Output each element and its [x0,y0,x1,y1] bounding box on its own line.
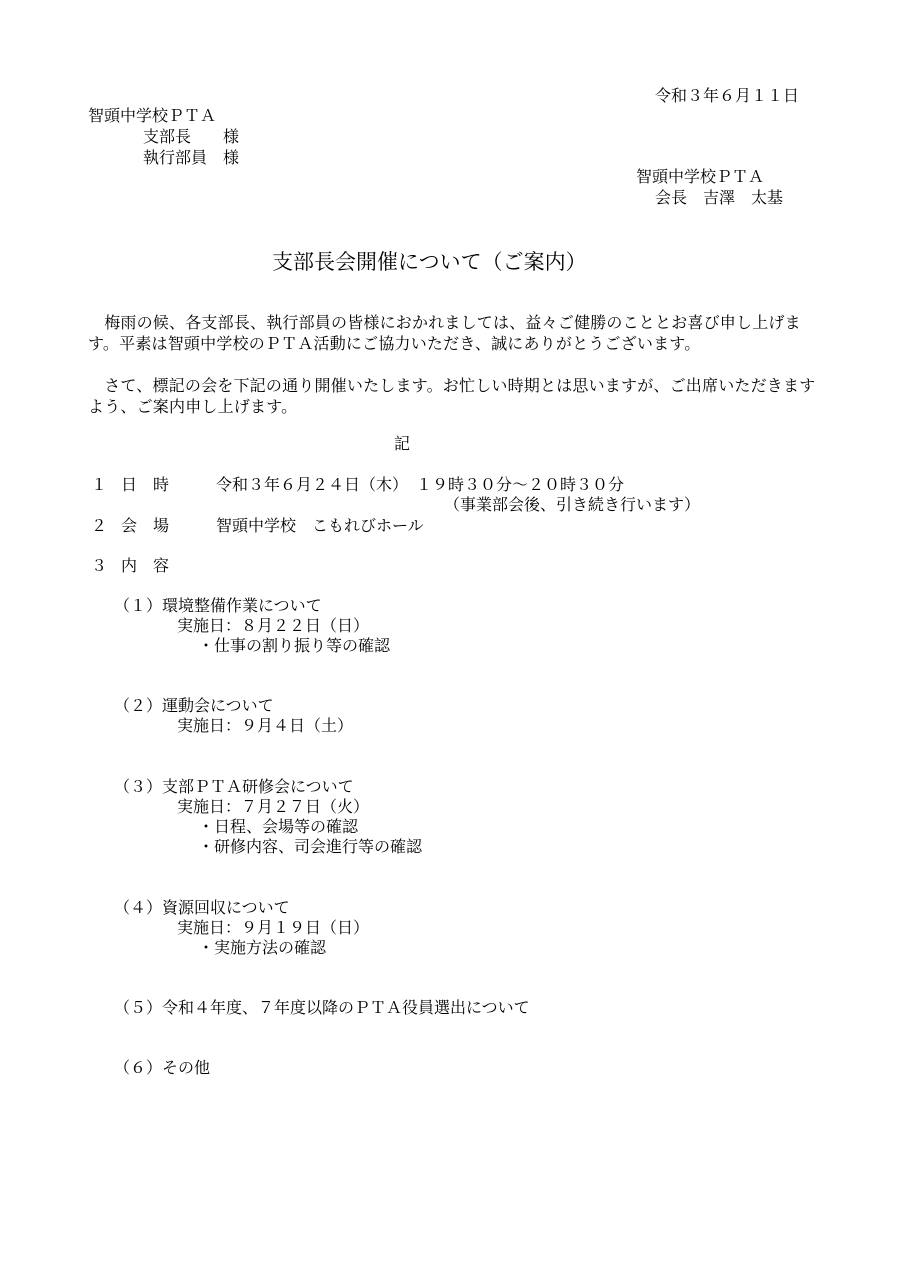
item-3-label: 内 容 [121,556,170,575]
topic-5-heading: （５）令和４年度、７年度以降のＰＴＡ役員選出について [114,998,530,1017]
topic-3-date: 実施日：７月２７日（火） [177,797,370,816]
topic-6-heading: （６）その他 [114,1058,211,1077]
item-2-value: 智頭中学校 こもれびホール [216,516,424,535]
ki-heading: 記 [394,434,411,453]
item-2-label: 会 場 [121,516,170,535]
document-date: 令和３年６月１１日 [655,86,800,105]
recipient-org: 智頭中学校ＰＴＡ [88,106,217,125]
topic-4-heading: （４）資源回収について [114,898,290,917]
item-2-number: ２ [91,516,108,535]
topic-2-heading: （２）運動会について [114,696,274,715]
topic-1-heading: （１）環境整備作業について [114,596,322,615]
item-1-number: １ [91,475,108,494]
item-3-number: ３ [91,556,108,575]
topic-3-bullet-1: ・日程、会場等の確認 [198,817,359,836]
topic-4-bullet-1: ・実施方法の確認 [198,938,327,957]
topic-2-date: 実施日：９月４日（土） [177,716,354,735]
recipient-branch-heads: 支部長 様 [143,127,240,146]
recipient-executives: 執行部員 様 [143,148,240,167]
greeting-paragraph: 梅雨の候、各支部長、執行部員の皆様におかれましては、益々ご健勝のこととお喜び申し上げます。平素は智頭中学校のＰＴＡ活動にご協力いただき、誠にありがとうございます。 [88,313,801,353]
invitation-paragraph: さて、標記の会を下記の通り開催いたします。お忙しい時期とは思いますが、ご出席いただきますよう、ご案内申し上げます。 [88,376,816,416]
topic-3-heading: （３）支部ＰＴＡ研修会について [114,777,354,796]
topic-1-date: 実施日：８月２２日（日） [177,616,370,635]
topic-4-date: 実施日：９月１９日（日） [177,918,370,937]
item-1-value: 令和３年６月２４日（木） １９時３０分～２０時３０分 [216,475,625,494]
item-1-note: （事業部会後、引き続き行います） [444,495,701,514]
topic-3-bullet-2: ・研修内容、司会進行等の確認 [198,837,423,856]
sender-org: 智頭中学校ＰＴＡ [636,167,765,186]
sender-name: 会長 吉澤 太基 [655,188,784,207]
item-1-label: 日 時 [121,475,170,494]
document-title: 支部長会開催について（ご案内） [272,250,587,274]
topic-1-bullet-1: ・仕事の割り振り等の確認 [198,636,391,655]
